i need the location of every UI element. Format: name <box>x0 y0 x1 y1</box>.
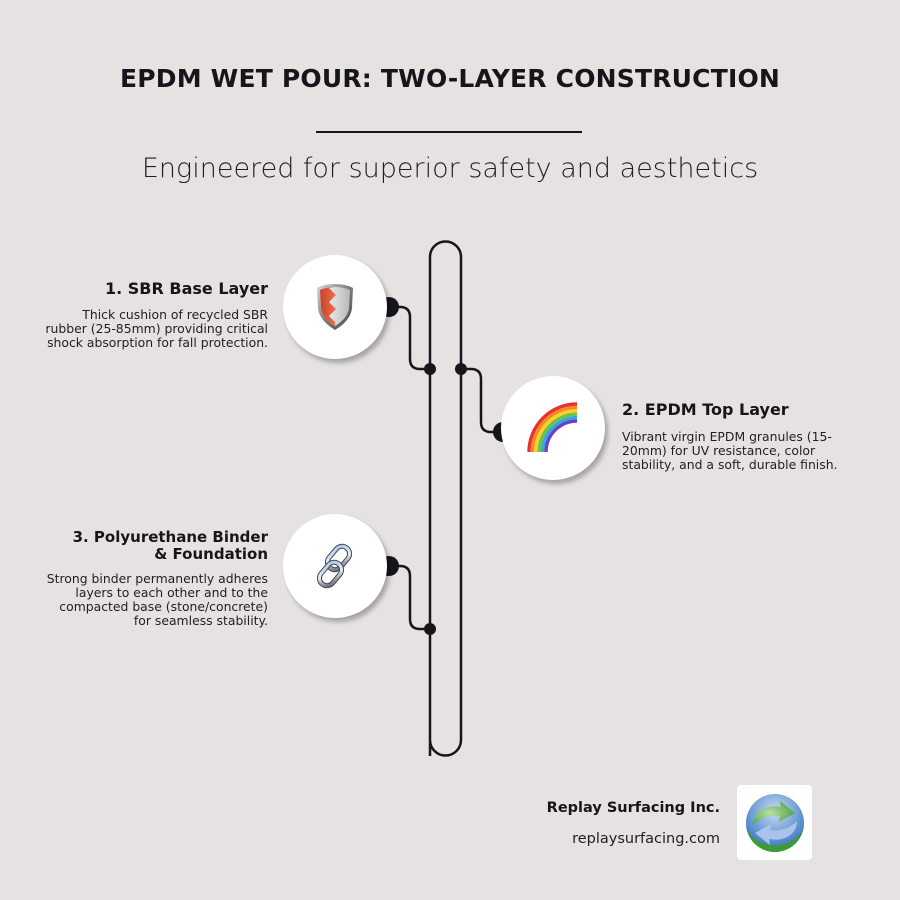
layer-1-heading: 1. SBR Base Layer <box>105 279 268 298</box>
layer-3-text <box>28 529 268 628</box>
layer-1-bubble <box>283 255 387 359</box>
layer-1-description: Thick cushion of recycled SBR rubber (25-85mm) providing critical shock absorption for fall protection. <box>45 307 268 350</box>
layer-2-text <box>622 401 842 472</box>
layer-3-heading: 3. Polyurethane Binder & Foundation <box>72 528 268 563</box>
layer-2-description: Vibrant virgin EPDM granules (15-20mm) for UV resistance, color stability, and a soft, durable finish. <box>622 429 838 472</box>
connector-3 <box>389 566 430 629</box>
connector-3-node-inner <box>424 623 436 635</box>
recycle-arrows-icon <box>743 791 807 855</box>
layer-1-text <box>38 280 268 350</box>
rainbow-icon <box>527 402 579 454</box>
connector-1-node-inner <box>424 363 436 375</box>
company-name: Replay Surfacing Inc. <box>546 800 720 816</box>
connector-2 <box>461 369 503 432</box>
chain-link-icon <box>308 539 362 593</box>
layer-3-bubble <box>283 514 387 618</box>
layer-2-heading: 2. EPDM Top Layer <box>622 400 789 419</box>
page-subtitle: Engineered for superior safety and aesthetics <box>141 153 759 184</box>
company-logo <box>737 785 812 860</box>
central-loop <box>430 241 461 756</box>
shield-icon <box>315 282 355 332</box>
connector-1 <box>389 307 430 369</box>
layer-2-bubble <box>501 376 605 480</box>
page-title: EPDM WET POUR: TWO-LAYER CONSTRUCTION <box>119 64 781 93</box>
connector-2-node-inner <box>455 363 467 375</box>
layer-3-description: Strong binder permanently adheres layers to each other and to the compacted base (stone/concrete) for seamless stability. <box>46 571 268 628</box>
company-website-link[interactable]: replaysurfacing.com <box>572 831 720 847</box>
